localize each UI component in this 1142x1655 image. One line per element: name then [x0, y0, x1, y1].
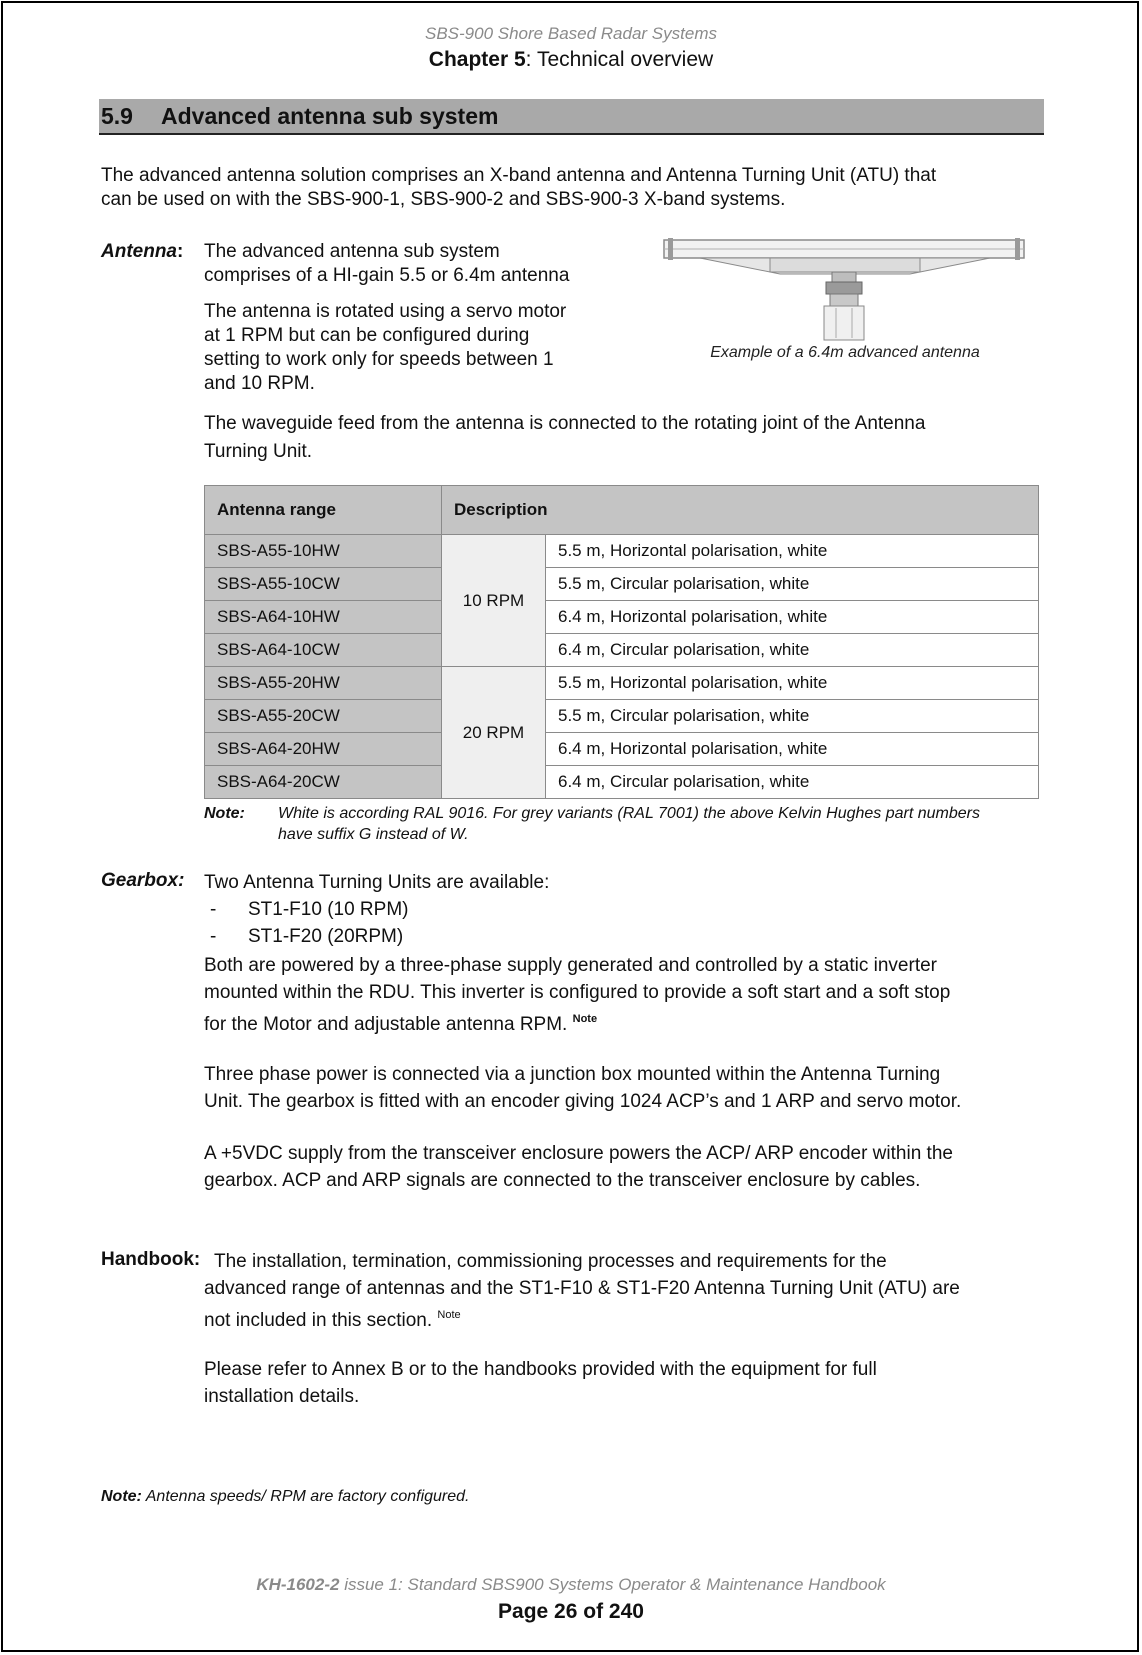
- table-row: [205, 601, 1039, 634]
- list-item: - ST1-F20 (20RPM): [210, 926, 404, 947]
- handbook-paragraph-2: Please refer to Annex B or to the handbooks provided with the equipment for full installation details.: [204, 1359, 877, 1407]
- description-cell: 6.4 m, Circular polarisation, white: [546, 634, 1039, 667]
- column-header: Description: [442, 486, 1039, 535]
- running-header: SBS-900 Shore Based Radar Systems: [425, 24, 717, 43]
- handbook-paragraph-1: advanced range of antennas and the ST1-F10 & ST1-F20 Antenna Turning Unit (ATU) are not included in this section. $^{Note}$: [204, 1278, 960, 1331]
- rpm-group-cell: 20 RPM: [442, 667, 546, 799]
- gearbox-intro: Two Antenna Turning Units are available:: [204, 872, 550, 893]
- description-cell: 5.5 m, Circular polarisation, white: [546, 700, 1039, 733]
- table-note-label: Note:: [204, 805, 245, 822]
- gearbox-label: Gearbox:: [101, 870, 185, 891]
- part-number-cell: SBS-A55-20HW: [205, 667, 442, 700]
- description-cell: 6.4 m, Horizontal polarisation, white: [546, 601, 1039, 634]
- antenna-illustration: [660, 236, 1030, 344]
- part-number-cell: SBS-A55-10CW: [205, 568, 442, 601]
- bottom-note-text: Antenna speeds/ RPM are factory configured.: [145, 1488, 470, 1505]
- description-cell: 5.5 m, Horizontal polarisation, white: [546, 535, 1039, 568]
- handbook-label: Handbook:: [101, 1249, 201, 1270]
- gearbox-paragraph-1: Both are powered by a three-phase supply generated and controlled by a static inverter mounted within the RDU. This inverter is configured to provide a soft start and a soft stop for the Motor and adjustable antenna RPM. $^{Note}$: [204, 955, 951, 1035]
- chapter-label: Chapter 5: [428, 48, 526, 71]
- note-reference: Note: [437, 1309, 461, 1321]
- gearbox-paragraph-3: A +5VDC supply from the transceiver enclosure powers the ACP/ ARP encoder within the gearbox. ACP and ARP signals are connected to the transceiver enclosure by cables.: [204, 1143, 953, 1191]
- antenna-range-table: [204, 485, 1039, 799]
- part-number-cell: SBS-A55-10HW: [205, 535, 442, 568]
- table-header-row: [205, 486, 1039, 535]
- description-cell: 6.4 m, Circular polarisation, white: [546, 766, 1039, 799]
- handbook-line-1: The installation, termination, commissioning processes and requirements for the: [214, 1251, 887, 1272]
- bottom-note-label: Note:: [101, 1488, 142, 1505]
- antenna-paragraph-2: The antenna is rotated using a servo motor at 1 RPM but can be configured during setting to work only for speeds between 1 and 10 RPM.: [204, 301, 567, 394]
- intro-line: The advanced antenna solution comprises an X-band antenna and Antenna Turning Unit (ATU) that: [101, 165, 937, 186]
- antenna-image-caption: Example of a 6.4m advanced antenna: [710, 344, 980, 361]
- chapter-heading: [0, 48, 1142, 72]
- gearbox-paragraph-2: Three phase power is connected via a junction box mounted within the Antenna Turning Unit. The gearbox is fitted with an encoder giving 1024 ACP’s and 1 ARP and servo motor.: [204, 1064, 962, 1112]
- gearbox-list: [204, 896, 408, 950]
- table-row: [205, 733, 1039, 766]
- intro-paragraph: [101, 164, 1041, 212]
- antenna-paragraph-1: The advanced antenna sub system comprises of a HI-gain 5.5 or 6.4m antenna: [204, 241, 570, 286]
- part-number-cell: SBS-A55-20CW: [205, 700, 442, 733]
- description-cell: 5.5 m, Horizontal polarisation, white: [546, 667, 1039, 700]
- part-number-cell: SBS-A64-20HW: [205, 733, 442, 766]
- section-heading-bar: [99, 99, 1044, 135]
- chapter-title: : Technical overview: [525, 48, 714, 71]
- table-row: [205, 700, 1039, 733]
- column-header: Antenna range: [205, 486, 442, 535]
- footer-document-reference: KH-1602-2 issue 1: Standard SBS900 Systems Operator & Maintenance Handbook: [256, 1575, 886, 1594]
- table-row: [205, 667, 1039, 700]
- table-note-text: White is according RAL 9016. For grey variants (RAL 7001) the above Kelvin Hughes part numbers have suffix G instead of W.: [278, 805, 980, 843]
- part-number-cell: SBS-A64-20CW: [205, 766, 442, 799]
- table-row: [205, 634, 1039, 667]
- section-title: Advanced antenna sub system: [161, 103, 499, 129]
- table-row: [205, 766, 1039, 799]
- antenna-label: Antenna:: [101, 241, 184, 262]
- antenna-paragraph-3: The waveguide feed from the antenna is connected to the rotating joint of the Antenna Turning Unit.: [204, 413, 926, 462]
- table-row: [205, 535, 1039, 568]
- list-item: - ST1-F10 (10 RPM): [210, 899, 409, 920]
- note-reference: Note: [572, 1013, 598, 1025]
- part-number-cell: SBS-A64-10CW: [205, 634, 442, 667]
- section-number: 5.9: [101, 103, 133, 129]
- part-number-cell: SBS-A64-10HW: [205, 601, 442, 634]
- intro-line: can be used on with the SBS-900-1, SBS-900-2 and SBS-900-3 X-band systems.: [101, 189, 786, 210]
- description-cell: 6.4 m, Horizontal polarisation, white: [546, 733, 1039, 766]
- page-number: Page 26 of 240: [498, 1600, 644, 1623]
- bottom-note: [101, 1486, 469, 1507]
- description-cell: 5.5 m, Circular polarisation, white: [546, 568, 1039, 601]
- table-row: [205, 568, 1039, 601]
- rpm-group-cell: 10 RPM: [442, 535, 546, 667]
